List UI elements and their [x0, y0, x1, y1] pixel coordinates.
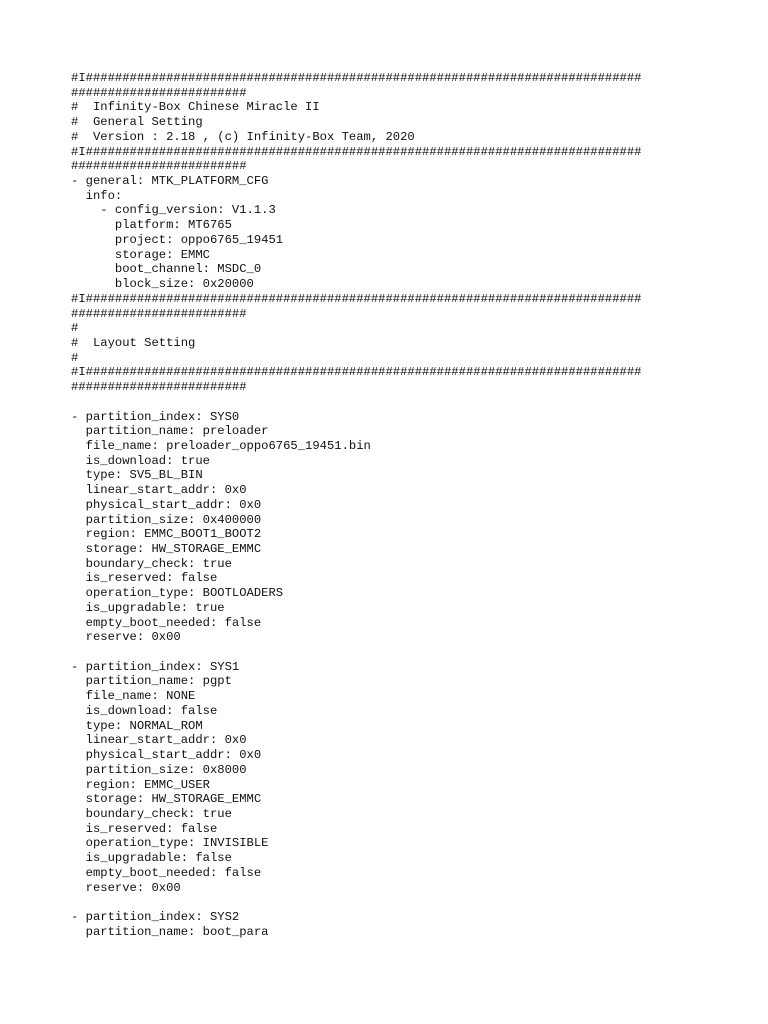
- document-line: # General Setting: [71, 115, 203, 130]
- document-line: is_download: false: [71, 703, 218, 718]
- document-line: region: EMMC_BOOT1_BOOT2: [71, 527, 262, 542]
- document-line: boundary_check: true: [71, 556, 232, 571]
- document-line: #I############################################################################: [71, 144, 642, 159]
- document-line: project: oppo6765_19451: [71, 232, 284, 247]
- document-line: linear_start_addr: 0x0: [71, 483, 247, 498]
- document-line: storage: HW_STORAGE_EMMC: [71, 542, 262, 556]
- document-line: is_reserved: false: [71, 571, 218, 586]
- document-line: reserve: 0x00: [71, 880, 181, 895]
- document-line: [71, 895, 641, 910]
- document-line: type: NORMAL_ROM: [71, 718, 203, 733]
- document-line: #I############################################################################: [71, 291, 642, 306]
- document-line: ########################: [71, 85, 247, 100]
- document-line: partition_size: 0x400000: [71, 512, 262, 527]
- document-line: - partition_index: SYS1: [71, 659, 240, 674]
- document-line: - config_version: V1.1.3: [71, 203, 276, 218]
- document-line: region: EMMC_USER: [71, 777, 210, 792]
- document-line: # Layout Setting: [71, 335, 196, 350]
- document-line: #I############################################################################: [71, 71, 642, 85]
- document-line: physical_start_addr: 0x0: [71, 748, 262, 763]
- document-line: empty_boot_needed: false: [71, 865, 262, 880]
- document-line: storage: EMMC: [71, 247, 210, 262]
- document-line: is_upgradable: false: [71, 851, 232, 866]
- document-line: is_reserved: false: [71, 821, 218, 836]
- document-line: ########################: [71, 306, 247, 321]
- document-line: - partition_index: SYS2: [71, 909, 240, 924]
- document-line: linear_start_addr: 0x0: [71, 733, 247, 748]
- document-line: file_name: preloader_oppo6765_19451.bin: [71, 438, 371, 453]
- document-line: - general: MTK_PLATFORM_CFG: [71, 174, 269, 189]
- document-line: empty_boot_needed: false: [71, 615, 262, 630]
- document-line: is_upgradable: true: [71, 600, 225, 615]
- document-line: partition_name: preloader: [71, 424, 269, 439]
- document-line: boot_channel: MSDC_0: [71, 262, 262, 277]
- document-line: partition_name: pgpt: [71, 674, 232, 689]
- document-line: #: [71, 321, 79, 336]
- document-line: block_size: 0x20000: [71, 277, 254, 292]
- document-line: storage: HW_STORAGE_EMMC: [71, 792, 262, 807]
- document-line: #I############################################################################: [71, 365, 642, 380]
- document-line: - partition_index: SYS0: [71, 409, 240, 424]
- document-line: physical_start_addr: 0x0: [71, 497, 262, 512]
- document-line: boundary_check: true: [71, 806, 232, 821]
- document-line: platform: MT6765: [71, 218, 232, 233]
- document-line: partition_size: 0x8000: [71, 762, 247, 777]
- document-line: type: SV5_BL_BIN: [71, 468, 203, 483]
- document-line: info:: [71, 188, 123, 203]
- document-line: operation_type: BOOTLOADERS: [71, 586, 284, 601]
- document-line: # Infinity-Box Chinese Miracle II: [71, 100, 320, 115]
- document-line: file_name: NONE: [71, 689, 196, 704]
- scatter-file-text: [71, 71, 641, 939]
- document-line: ########################: [71, 159, 247, 174]
- document-line: is_download: true: [71, 453, 210, 468]
- document-line: # Version : 2.18 , (c) Infinity-Box Team, 2020: [71, 129, 415, 144]
- document-line: [71, 395, 641, 410]
- document-line: reserve: 0x00: [71, 630, 181, 645]
- document-line: [71, 645, 641, 660]
- document-line: operation_type: INVISIBLE: [71, 836, 269, 851]
- document-line: #: [71, 350, 79, 365]
- document-line: ########################: [71, 380, 247, 395]
- document-line: partition_name: boot_para: [71, 924, 269, 939]
